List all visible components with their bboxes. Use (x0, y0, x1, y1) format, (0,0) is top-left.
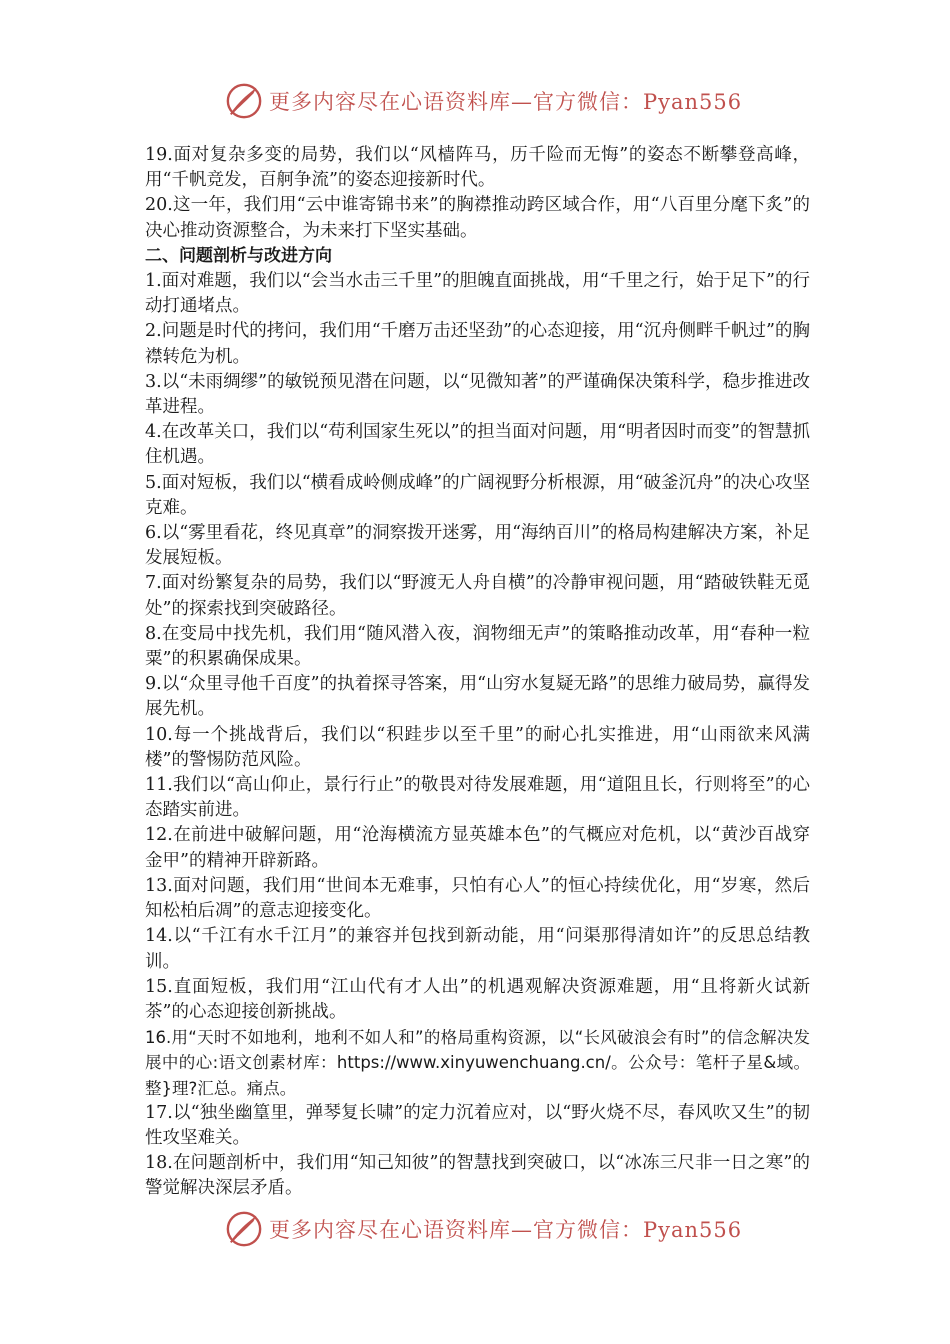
paragraph: 10.每一个挑战背后，我们以“积跬步以至千里”的耐心扎实推进，用“山雨欲来风满楼”的警惕防范风险。 (145, 724, 810, 770)
document-body (145, 143, 810, 1202)
paragraph: 12.在前进中破解问题，用“沧海横流方显英雄本色”的气概应对危机，以“黄沙百战穿金甲”的精神开辟新路。 (145, 825, 810, 871)
footer-banner (225, 1208, 742, 1250)
paragraph: 6.以“雾里看花，终见真章”的洞察拨开迷雾，用“海纳百川”的格局构建解决方案，补足发展短板。 (145, 523, 810, 569)
paragraph: 2.问题是时代的拷问，我们用“千磨万击还坚劲”的心态迎接，用“沉舟侧畔千帆过”的胸襟转危为机。 (145, 321, 810, 367)
paragraph: 5.面对短板，我们以“横看成岭侧成峰”的广阔视野分析根源，用“破釜沉舟”的决心攻坚克难。 (145, 472, 810, 518)
header-banner-text: 更多内容尽在心语资料库—官方微信：Pyan556 (269, 90, 743, 114)
paragraph: 17.以“独坐幽篁里，弹琴复长啸”的定力沉着应对，以“野火烧不尽，春风吹又生”的韧性攻坚难关。 (145, 1102, 810, 1148)
paragraph: 14.以“千江有水千江月”的兼容并包找到新动能，用“问渠那得清如许”的反思总结教训。 (145, 926, 810, 972)
section-heading: 二、问题剖析与改进方向 (145, 245, 332, 266)
paragraph: 4.在改革关口，我们以“苟利国家生死以”的担当面对问题，用“明者因时而变”的智慧抓住机遇。 (145, 422, 810, 468)
footer-banner-text: 更多内容尽在心语资料库—官方微信：Pyan556 (269, 1218, 743, 1242)
paragraph: 3.以“未雨绸缪”的敏锐预见潜在问题，以“见微知著”的严谨确保决策科学，稳步推进改革进程。 (145, 371, 810, 418)
paragraph: 11.我们以“高山仰止，景行行止”的敬畏对待发展难题，用“道阻且长，行则将至”的心态踏实前进。 (145, 775, 810, 821)
paragraph: 8.在变局中找先机，我们用“随风潜入夜，润物细无声”的策略推动改革，用“春种一粒粟”的积累确保成果。 (145, 623, 810, 670)
paragraph: 1.面对难题，我们以“会当水击三千里”的胆魄直面挑战，用“千里之行，始于足下”的行动打通堵点。 (145, 271, 810, 317)
paragraph: 7.面对纷繁复杂的局势，我们以“野渡无人舟自横”的冷静审视问题，用“踏破铁鞋无觅处”的探索找到突破路径。 (145, 573, 810, 619)
paragraph: 16.用“天时不如地利，地利不如人和”的格局重构资源，以“长风破浪会有时”的信念解决发展中的心:语文创素材库：https://www.xinyuwenchuang.cn/。公众号：笔杆子星&域。整}理?汇总。痛点。 (145, 1028, 810, 1098)
paragraph: 13.面对问题，我们用“世间本无难事，只怕有心人”的恒心持续优化，用“岁寒，然后知松柏后凋”的意志迎接变化。 (145, 875, 810, 922)
pen-logo-icon (225, 1210, 263, 1248)
pen-logo-icon (225, 82, 263, 120)
paragraph: 9.以“众里寻他千百度”的执着探寻答案，用“山穷水复疑无路”的思维力破局势，赢得发展先机。 (145, 674, 810, 720)
paragraph: 19.面对复杂多变的局势，我们以“风樯阵马，历千险而无悔”的姿态不断攀登高峰，用“千帆竞发，百舸争流”的姿态迎接新时代。 (145, 145, 810, 191)
header-banner (225, 80, 742, 122)
paragraph: 15.直面短板，我们用“江山代有才人出”的机遇观解决资源难题，用“且将新火试新茶”的心态迎接创新挑战。 (145, 976, 810, 1022)
paragraph: 20.这一年，我们用“云中谁寄锦书来”的胸襟推动跨区域合作，用“八百里分麾下炙”的决心推动资源整合，为未来打下坚实基础。 (145, 195, 810, 241)
paragraph: 18.在问题剖析中，我们用“知己知彼”的智慧找到突破口，以“冰冻三尺非一日之寒”的警觉解决深层矛盾。 (145, 1153, 810, 1199)
